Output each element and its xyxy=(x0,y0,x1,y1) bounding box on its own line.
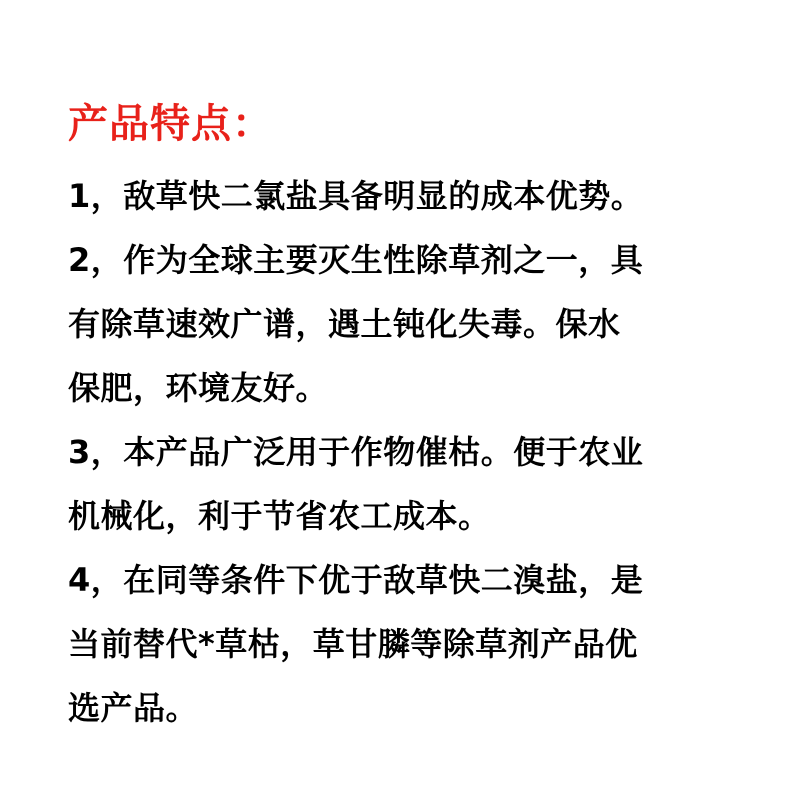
feature-line-3: 有除草速效广谱，遇土钝化失毒。保水 xyxy=(68,305,621,343)
feature-line-1: 1，敌草快二氯盐具备明显的成本优势。 xyxy=(68,177,644,215)
feature-line-9: 选产品。 xyxy=(68,689,199,727)
feature-line-7: 4，在同等条件下优于敌草快二溴盐，是 xyxy=(68,561,644,599)
feature-line-2: 2，作为全球主要灭生性除草剂之一，具 xyxy=(68,241,644,279)
features-title: 产品特点： xyxy=(68,100,273,147)
feature-line-6: 机械化，利于节省农工成本。 xyxy=(68,497,491,535)
feature-line-4: 保肥，环境友好。 xyxy=(68,369,329,407)
feature-line-8: 当前替代*草枯，草甘膦等除草剂产品优 xyxy=(68,625,638,663)
features-body xyxy=(68,164,740,740)
feature-line-5: 3，本产品广泛用于作物催枯。便于农业 xyxy=(68,433,644,471)
